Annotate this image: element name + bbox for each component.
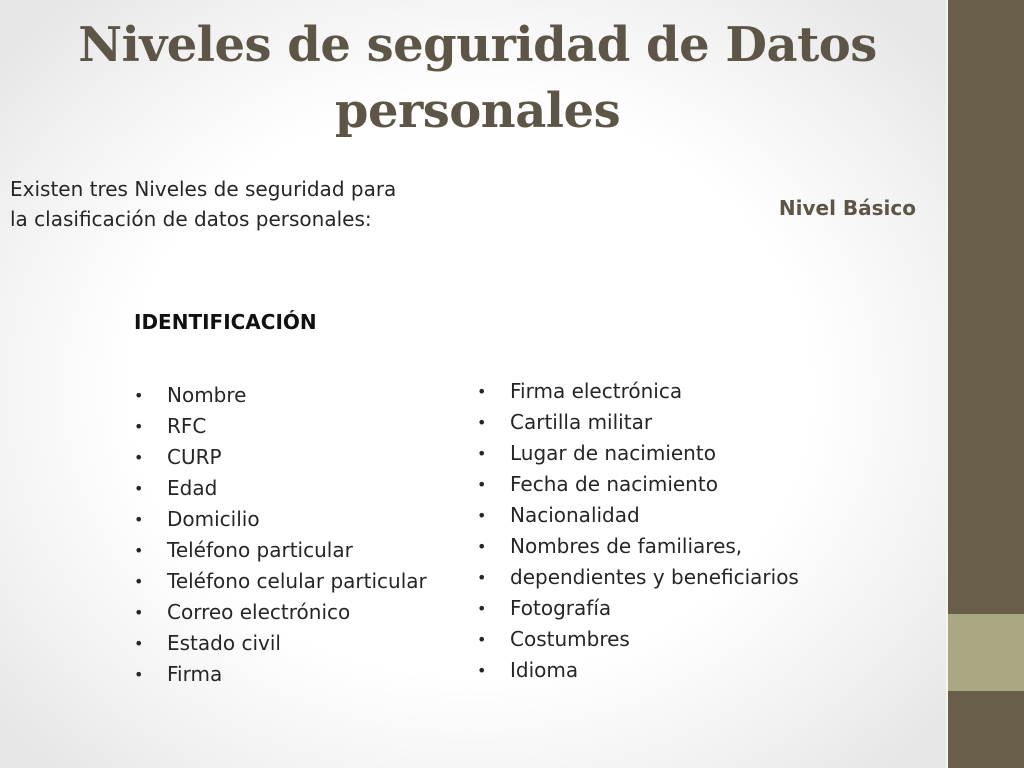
bullet-icon: •: [477, 382, 487, 401]
bullet-icon: •: [134, 541, 144, 560]
list-item: [477, 407, 799, 438]
list-item-text: Edad: [167, 476, 218, 500]
list-item-text: Nombre: [167, 383, 247, 407]
list-item-text: Fecha de nacimiento: [510, 472, 718, 496]
bullet-icon: •: [477, 568, 487, 587]
list-item-text: Fotografía: [510, 596, 612, 620]
bullet-icon: •: [477, 475, 487, 494]
bullet-icon: •: [477, 444, 487, 463]
list-item: [477, 655, 799, 686]
section-heading: IDENTIFICACIÓN: [134, 310, 317, 334]
bullet-icon: •: [477, 661, 487, 680]
list-item-text: Estado civil: [167, 631, 281, 655]
side-band-edge: [946, 0, 948, 768]
list-item: [134, 411, 427, 442]
bullet-icon: •: [134, 417, 144, 436]
list-item-text: Firma: [167, 662, 223, 686]
list-item-text: Idioma: [510, 658, 579, 682]
list-item-text: Cartilla militar: [510, 410, 653, 434]
bullet-icon: •: [134, 603, 144, 622]
identification-list-left: [134, 380, 427, 690]
level-label: Nivel Básico: [778, 196, 916, 220]
bullet-icon: •: [477, 413, 487, 432]
bullet-icon: •: [134, 510, 144, 529]
bullet-icon: •: [477, 630, 487, 649]
list-item-text: Costumbres: [510, 627, 630, 651]
bullet-icon: •: [134, 634, 144, 653]
identification-list-right: [477, 376, 799, 686]
list-item-text: Correo electrónico: [167, 600, 351, 624]
bullet-icon: •: [477, 599, 487, 618]
list-item: [134, 380, 427, 411]
list-item-text: Lugar de nacimiento: [510, 441, 716, 465]
list-item-text: Nacionalidad: [510, 503, 640, 527]
list-item-text: RFC: [167, 414, 207, 438]
list-item: [134, 442, 427, 473]
list-item: [134, 628, 427, 659]
list-item: [477, 562, 799, 593]
bullet-icon: •: [134, 479, 144, 498]
slide-title: Niveles de seguridad de Datos personales: [78, 17, 877, 139]
list-item: [477, 500, 799, 531]
bullet-icon: •: [134, 572, 144, 591]
bullet-icon: •: [477, 506, 487, 525]
list-item: [134, 659, 427, 690]
list-item: [477, 376, 799, 407]
list-item-text: Teléfono particular: [167, 538, 353, 562]
list-item: [477, 469, 799, 500]
list-item: [134, 597, 427, 628]
list-item: [134, 566, 427, 597]
list-item-text: CURP: [167, 445, 222, 469]
bullet-icon: •: [134, 386, 144, 405]
list-item-text: Firma electrónica: [510, 379, 683, 403]
list-item: [134, 504, 427, 535]
side-band-accent: [948, 614, 1024, 691]
bullet-icon: •: [477, 537, 487, 556]
bullet-icon: •: [134, 665, 144, 684]
list-item: [134, 535, 427, 566]
list-item-text: Domicilio: [167, 507, 260, 531]
list-item-text: Nombres de familiares,: [510, 534, 743, 558]
intro-text: Existen tres Niveles de seguridad para la clasificación de datos personales:: [10, 177, 397, 231]
list-item: [477, 531, 799, 562]
list-item-text: dependientes y beneficiarios: [510, 565, 799, 589]
bullet-icon: •: [134, 448, 144, 467]
list-item-text: Teléfono celular particular: [167, 569, 427, 593]
list-item: [477, 438, 799, 469]
list-item: [134, 473, 427, 504]
list-item: [477, 624, 799, 655]
list-item: [477, 593, 799, 624]
